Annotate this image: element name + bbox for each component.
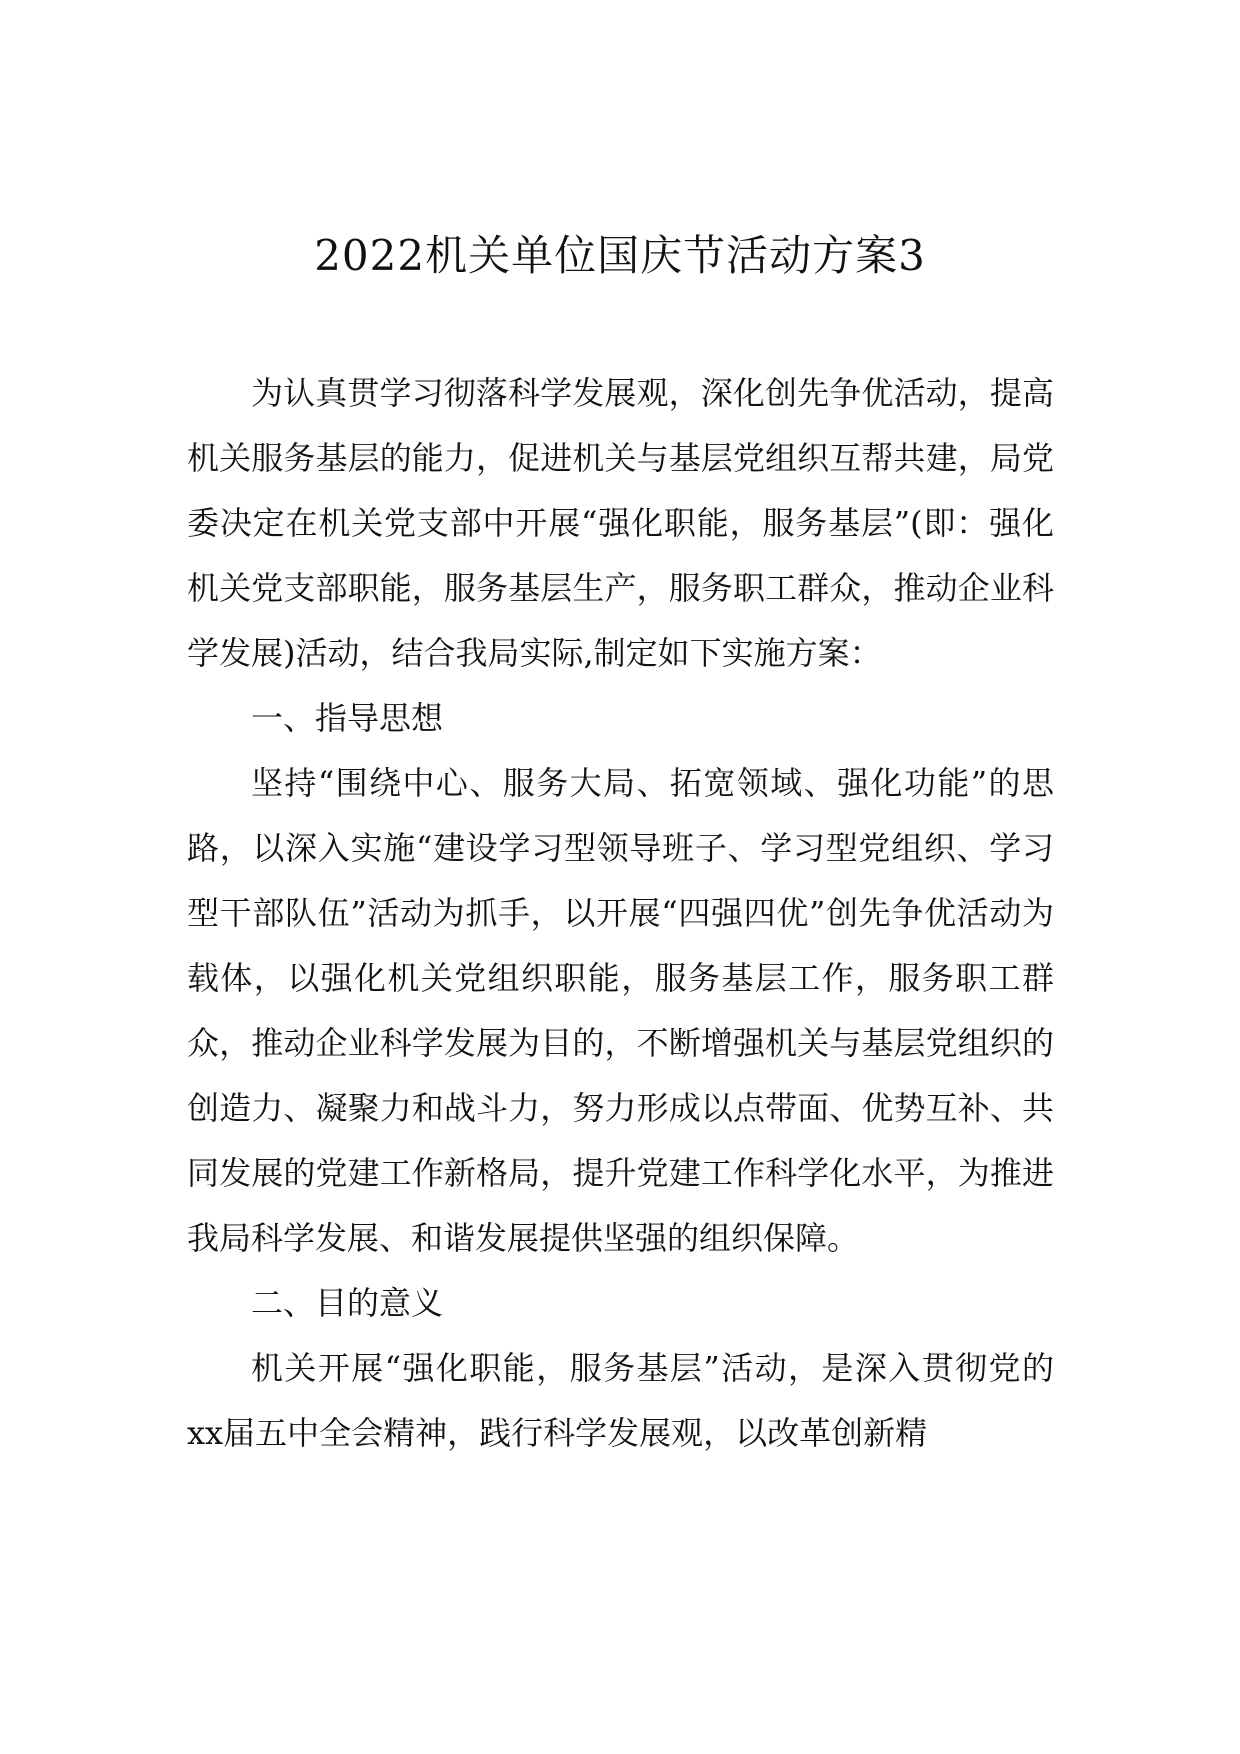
section-heading-purpose: 二、目的意义 xyxy=(251,1284,444,1322)
document-title: 2022机关单位国庆节活动方案3 xyxy=(314,231,926,280)
intro-paragraph: 为认真贯学习彻落科学发展观，深化创先争优活动，提高机关服务基层的能力，促进机关与基层党组织互帮共建，局党委决定在机关党支部中开展“强化职能，服务基层”(即：强化机关党支部职能，服务基层生产，服务职工群众，推动企业科学发展)活动，结合我局实际,制定如下实施方案： xyxy=(187,374,1054,672)
document-body xyxy=(187,361,1054,1466)
section-paragraph-guiding-ideology: 坚持“围绕中心、服务大局、拓宽领域、强化功能”的思路，以深入实施“建设学习型领导班子、学习型党组织、学习型干部队伍”活动为抓手，以开展“四强四优”创先争优活动为载体，以强化机关党组织职能，服务基层工作，服务职工群众，推动企业科学发展为目的，不断增强机关与基层党组织的创造力、凝聚力和战斗力，努力形成以点带面、优势互补、共同发展的党建工作新格局，提升党建工作科学化水平，为推进我局科学发展、和谐发展提供坚强的组织保障。 xyxy=(187,764,1054,1257)
section-paragraph-purpose: 机关开展“强化职能，服务基层”活动，是深入贯彻党的xx届五中全会精神，践行科学发展观，以改革创新精 xyxy=(187,1349,1054,1452)
section-heading-guiding-ideology: 一、指导思想 xyxy=(251,699,444,737)
